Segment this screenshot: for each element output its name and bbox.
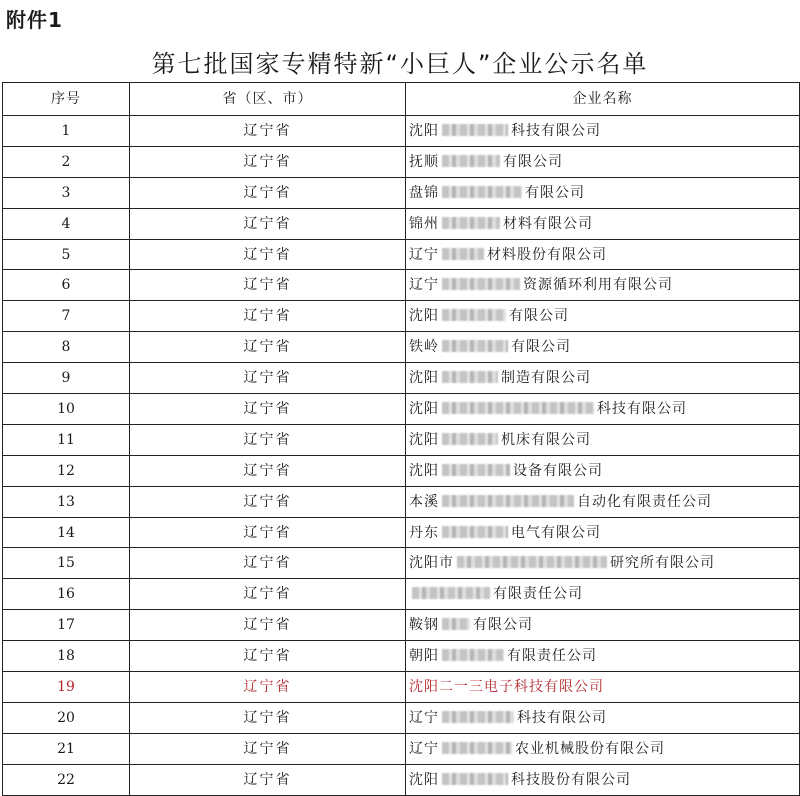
- attachment-label: 附件1: [6, 8, 63, 32]
- company-name-suffix: 有限公司: [509, 308, 569, 325]
- header-company: 企业名称: [406, 83, 800, 116]
- table-row: [3, 610, 800, 641]
- row-province: 辽宁省: [130, 672, 406, 703]
- redacted-text: [412, 587, 490, 599]
- company-name-suffix: 自动化有限责任公司: [577, 493, 712, 510]
- row-number: 3: [3, 177, 130, 208]
- table-row: [3, 548, 800, 579]
- row-province: 辽宁省: [130, 116, 406, 147]
- company-list-table: [2, 82, 800, 796]
- row-province: 辽宁省: [130, 177, 406, 208]
- row-number: 11: [3, 424, 130, 455]
- row-company: [406, 548, 800, 579]
- redacted-text: [442, 464, 510, 476]
- table-row: [3, 641, 800, 672]
- row-number: 7: [3, 301, 130, 332]
- table-row: [3, 363, 800, 394]
- row-province: 辽宁省: [130, 146, 406, 177]
- company-name-prefix: 朝阳: [409, 648, 439, 665]
- company-name-suffix: 科技股份有限公司: [511, 771, 631, 788]
- row-province: 辽宁省: [130, 363, 406, 394]
- company-name-prefix: 辽宁: [409, 277, 439, 294]
- company-name-prefix: 沈阳: [409, 370, 439, 387]
- company-name-suffix: 机床有限公司: [501, 431, 591, 448]
- table-header-row: [3, 83, 800, 116]
- company-name-prefix: 辽宁: [409, 740, 439, 757]
- row-province: 辽宁省: [130, 332, 406, 363]
- company-name-suffix: 科技有限公司: [597, 400, 687, 417]
- redacted-text: [442, 155, 500, 167]
- row-number: 1: [3, 116, 130, 147]
- row-province: 辽宁省: [130, 239, 406, 270]
- row-company: [406, 764, 800, 795]
- company-name-suffix: 农业机械股份有限公司: [515, 740, 665, 757]
- redacted-text: [442, 371, 498, 383]
- header-province: 省（区、市）: [130, 83, 406, 116]
- company-name-suffix: 有限公司: [473, 617, 533, 634]
- row-company: [406, 363, 800, 394]
- redacted-text: [442, 402, 594, 414]
- row-company: [406, 394, 800, 425]
- redacted-text: [442, 340, 508, 352]
- table-row: [3, 455, 800, 486]
- table-row: [3, 270, 800, 301]
- row-number: 17: [3, 610, 130, 641]
- table-row: [3, 764, 800, 795]
- company-name-suffix: 有限责任公司: [493, 586, 583, 603]
- row-number: 21: [3, 733, 130, 764]
- row-number: 13: [3, 486, 130, 517]
- table-row: [3, 733, 800, 764]
- table-row: [3, 332, 800, 363]
- redacted-text: [442, 309, 506, 321]
- redacted-text: [442, 186, 522, 198]
- row-province: 辽宁省: [130, 208, 406, 239]
- document-title: 第七批国家专精特新“小巨人”企业公示名单: [151, 50, 649, 78]
- row-number: 5: [3, 239, 130, 270]
- company-name-suffix: 有限责任公司: [507, 648, 597, 665]
- row-number: 18: [3, 641, 130, 672]
- company-name-suffix: 有限公司: [503, 153, 563, 170]
- row-province: 辽宁省: [130, 301, 406, 332]
- row-province: 辽宁省: [130, 641, 406, 672]
- row-number: 20: [3, 702, 130, 733]
- row-company: [406, 641, 800, 672]
- row-company: [406, 424, 800, 455]
- company-name-prefix: 沈阳: [409, 771, 439, 788]
- row-number: 8: [3, 332, 130, 363]
- redacted-text: [442, 124, 508, 136]
- redacted-text: [442, 495, 574, 507]
- row-company: [406, 455, 800, 486]
- table-row: [3, 146, 800, 177]
- row-company: [406, 301, 800, 332]
- row-province: 辽宁省: [130, 610, 406, 641]
- row-company: [406, 610, 800, 641]
- row-province: 辽宁省: [130, 764, 406, 795]
- table-row: [3, 702, 800, 733]
- table-row: [3, 301, 800, 332]
- row-number: 2: [3, 146, 130, 177]
- header-number: 序号: [3, 83, 130, 116]
- row-number: 6: [3, 270, 130, 301]
- redacted-text: [442, 711, 514, 723]
- row-province: 辽宁省: [130, 424, 406, 455]
- table-row: [3, 239, 800, 270]
- row-number: 12: [3, 455, 130, 486]
- table-row: [3, 517, 800, 548]
- row-number: 14: [3, 517, 130, 548]
- row-province: 辽宁省: [130, 270, 406, 301]
- row-province: 辽宁省: [130, 548, 406, 579]
- table-row: [3, 116, 800, 147]
- row-number: 16: [3, 579, 130, 610]
- table-row: [3, 672, 800, 703]
- company-name-prefix: 沈阳: [409, 122, 439, 139]
- row-province: 辽宁省: [130, 733, 406, 764]
- redacted-text: [442, 742, 512, 754]
- table-row: [3, 208, 800, 239]
- table-row: [3, 394, 800, 425]
- company-name-prefix: 沈阳市: [409, 555, 454, 572]
- row-number: 15: [3, 548, 130, 579]
- redacted-text: [442, 217, 500, 229]
- company-name-prefix: 鞍钢: [409, 617, 439, 634]
- company-name-suffix: 电气有限公司: [511, 524, 601, 541]
- row-company: [406, 208, 800, 239]
- company-name-suffix: 材料有限公司: [503, 215, 593, 232]
- redacted-text: [457, 556, 607, 568]
- row-company: [406, 579, 800, 610]
- company-name-suffix: 资源循环利用有限公司: [523, 277, 673, 294]
- redacted-text: [442, 248, 484, 260]
- company-name-prefix: 沈阳: [409, 462, 439, 479]
- company-name-suffix: 研究所有限公司: [610, 555, 715, 572]
- company-name-suffix: 制造有限公司: [501, 370, 591, 387]
- company-name-prefix: 辽宁: [409, 709, 439, 726]
- company-name-prefix: 辽宁: [409, 246, 439, 263]
- row-company: [406, 270, 800, 301]
- row-company: [406, 672, 800, 703]
- row-number: 19: [3, 672, 130, 703]
- row-province: 辽宁省: [130, 486, 406, 517]
- row-number: 4: [3, 208, 130, 239]
- row-company: [406, 177, 800, 208]
- row-province: 辽宁省: [130, 517, 406, 548]
- company-name-suffix: 有限公司: [525, 184, 585, 201]
- company-name-suffix: 有限公司: [511, 339, 571, 356]
- row-company: [406, 116, 800, 147]
- row-province: 辽宁省: [130, 455, 406, 486]
- table-row: [3, 579, 800, 610]
- company-name-suffix: 设备有限公司: [513, 462, 603, 479]
- company-name-prefix: 盘锦: [409, 184, 439, 201]
- row-company: [406, 733, 800, 764]
- redacted-text: [442, 773, 508, 785]
- row-company: [406, 702, 800, 733]
- row-company: [406, 332, 800, 363]
- table-row: [3, 177, 800, 208]
- company-name-prefix: 锦州: [409, 215, 439, 232]
- row-number: 10: [3, 394, 130, 425]
- table-row: [3, 424, 800, 455]
- row-number: 9: [3, 363, 130, 394]
- redacted-text: [442, 526, 508, 538]
- redacted-text: [442, 433, 498, 445]
- company-name-prefix: 沈阳: [409, 400, 439, 417]
- row-company: [406, 146, 800, 177]
- company-name-suffix: 科技有限公司: [511, 122, 601, 139]
- company-name-prefix: 铁岭: [409, 339, 439, 356]
- row-province: 辽宁省: [130, 702, 406, 733]
- redacted-text: [442, 278, 520, 290]
- company-name-prefix: 沈阳: [409, 308, 439, 325]
- company-name-prefix: 沈阳二一三电子科技有限公司: [409, 678, 604, 695]
- row-company: [406, 517, 800, 548]
- company-name-suffix: 科技有限公司: [517, 709, 607, 726]
- company-name-prefix: 丹东: [409, 524, 439, 541]
- company-name-prefix: 沈阳: [409, 431, 439, 448]
- row-company: [406, 486, 800, 517]
- company-name-prefix: 抚顺: [409, 153, 439, 170]
- company-name-prefix: 本溪: [409, 493, 439, 510]
- row-province: 辽宁省: [130, 579, 406, 610]
- table-row: [3, 486, 800, 517]
- redacted-text: [442, 649, 504, 661]
- redacted-text: [442, 618, 470, 630]
- row-number: 22: [3, 764, 130, 795]
- company-name-suffix: 材料股份有限公司: [487, 246, 607, 263]
- row-province: 辽宁省: [130, 394, 406, 425]
- row-company: [406, 239, 800, 270]
